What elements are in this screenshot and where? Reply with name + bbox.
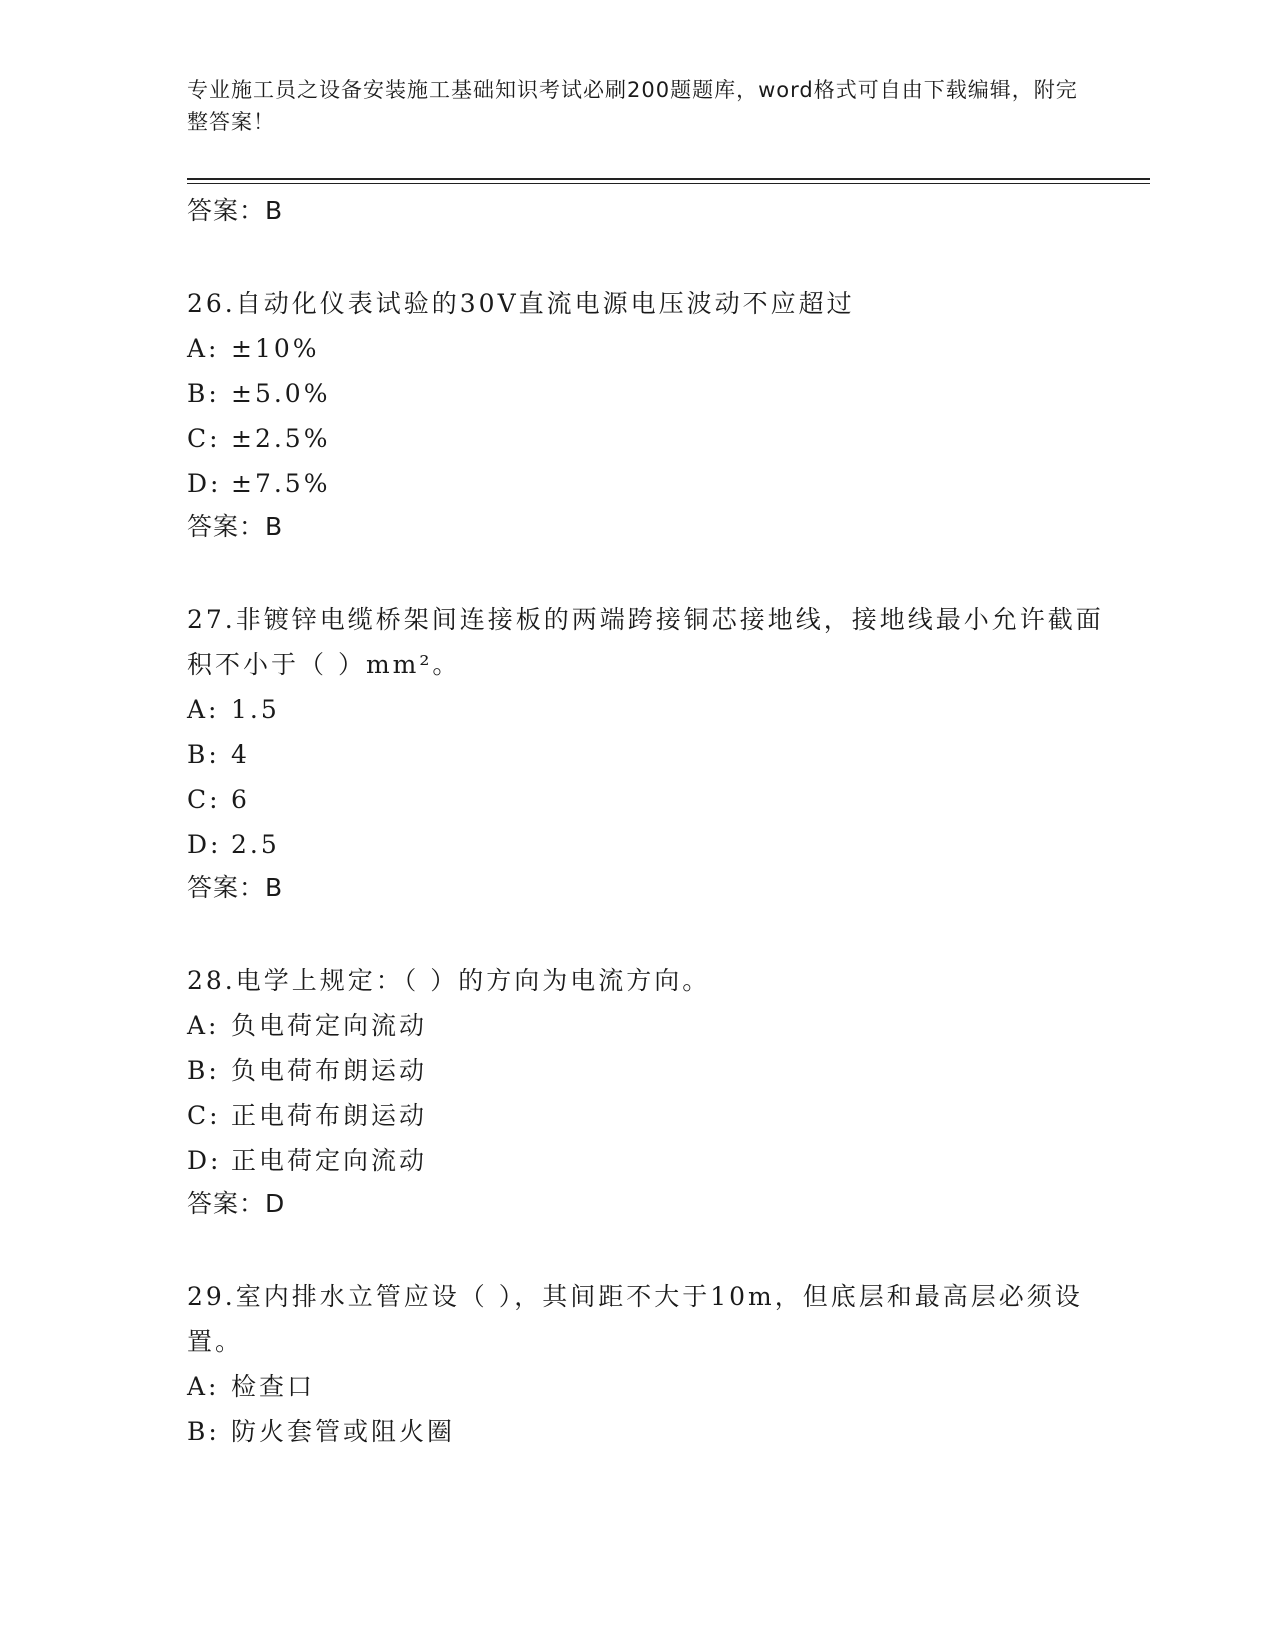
header-rule-thick [187, 178, 1150, 180]
option [187, 1409, 1127, 1454]
option-key: B: [187, 1056, 220, 1085]
option-key: D: [187, 469, 222, 498]
option-text: 6 [231, 785, 250, 814]
header-rule-thin [187, 183, 1150, 184]
option-key: A: [187, 334, 220, 363]
option [187, 1048, 1127, 1093]
option-text: ±2.5% [231, 424, 331, 453]
option [187, 326, 1127, 371]
option-key: D: [187, 830, 222, 859]
question-stem: 28.电学上规定：（ ）的方向为电流方向。 [187, 966, 711, 995]
question-stem: 27.非镀锌电缆桥架间连接板的两端跨接铜芯接地线，接地线最小允许截面积不小于（ ）mm²。 [187, 605, 1104, 679]
option-text: 4 [231, 740, 250, 769]
option-key: A: [187, 695, 220, 724]
option-text: 检查口 [231, 1372, 316, 1401]
answer-line: 答案：B [187, 196, 284, 225]
option [187, 732, 1127, 777]
option [187, 687, 1127, 732]
option-text: 正电荷布朗运动 [231, 1101, 428, 1130]
option-key: A: [187, 1011, 220, 1040]
option [187, 1138, 1127, 1183]
option-key: C: [187, 785, 221, 814]
question-stem: 29.室内排水立管应设（ ），其间距不大于10m，但底层和最高层必须设置。 [187, 1282, 1083, 1356]
option-text: 负电荷布朗运动 [231, 1056, 428, 1085]
answer-line: 答案：B [187, 512, 284, 541]
option [187, 1093, 1127, 1138]
answer-line: 答案：B [187, 873, 284, 902]
option [187, 1364, 1127, 1409]
question-list [187, 190, 1127, 1454]
option [187, 461, 1127, 506]
option [187, 416, 1127, 461]
answer-line: 答案：D [187, 1189, 286, 1218]
option-key: B: [187, 740, 220, 769]
option-text: 正电荷定向流动 [231, 1146, 428, 1175]
option-key: B: [187, 1417, 220, 1446]
option-text: 2.5 [231, 830, 280, 859]
question-stem: 26.自动化仪表试验的30V直流电源电压波动不应超过 [187, 289, 855, 318]
option-text: 负电荷定向流动 [231, 1011, 428, 1040]
option-key: C: [187, 424, 221, 453]
option-text: ±7.5% [231, 469, 331, 498]
option-text: ±5.0% [231, 379, 331, 408]
option-key: A: [187, 1372, 220, 1401]
option [187, 1003, 1127, 1048]
option-text: ±10% [231, 334, 320, 363]
option-text: 防火套管或阻火圈 [231, 1417, 456, 1446]
option [187, 822, 1127, 867]
option [187, 371, 1127, 416]
option-key: B: [187, 379, 220, 408]
page-header: 专业施工员之设备安装施工基础知识考试必刷200题题库，word格式可自由下载编辑，附完整答案！ [187, 78, 1078, 134]
option-key: D: [187, 1146, 222, 1175]
option-key: C: [187, 1101, 221, 1130]
option [187, 777, 1127, 822]
option-text: 1.5 [231, 695, 280, 724]
